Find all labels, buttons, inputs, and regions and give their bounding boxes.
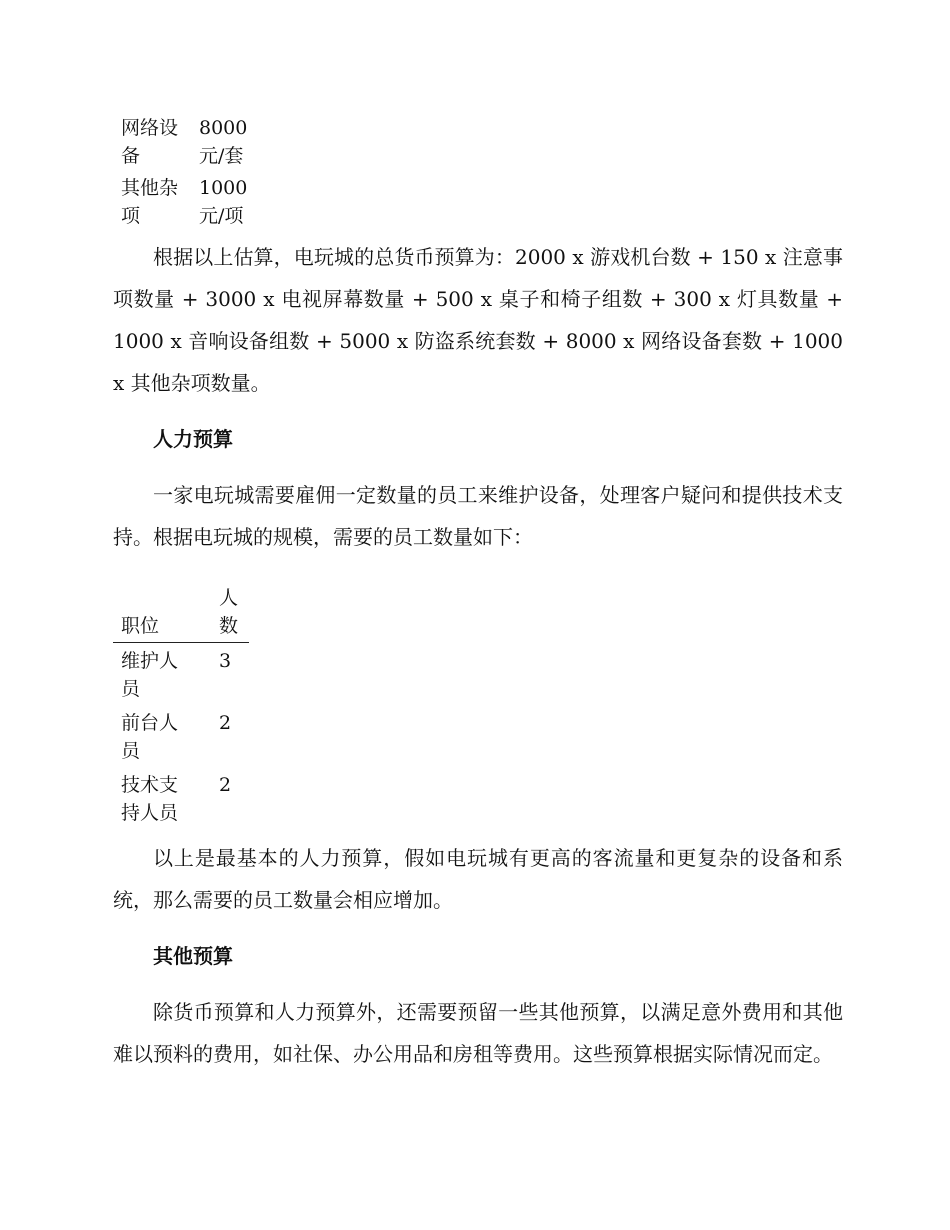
staff-budget-heading: 人力预算 — [153, 427, 233, 451]
equipment-price-cell: 1000元/项 — [199, 177, 248, 227]
position-cell: 维护人员 — [121, 650, 179, 700]
column-header-position: 职位 — [113, 584, 211, 643]
table-row — [113, 705, 249, 767]
count-cell: 3 — [219, 650, 232, 672]
position-cell: 技术支持人员 — [121, 774, 179, 824]
table-row — [113, 643, 249, 706]
equipment-item-cell: 网络设备 — [121, 117, 179, 167]
document-page — [113, 112, 843, 1075]
position-cell: 前台人员 — [121, 712, 179, 762]
equipment-item-cell: 其他杂项 — [121, 177, 179, 227]
staff-note-paragraph: 以上是最基本的人力预算，假如电玩城有更高的客流量和更复杂的设备和系统，那么需要的员工数量会相应增加。 — [113, 846, 843, 912]
money-summary-paragraph: 根据以上估算，电玩城的总货币预算为：2000 x 游戏机台数 + 150 x 注意事项数量 + 3000 x 电视屏幕数量 + 500 x 桌子和椅子组数 + 300 x 灯具数量 + 1000 x 音响设备组数 + 5000 x 防盗系统套数 + 8000 x 网络设备套数 + 1000 x 其他杂项数量。 — [113, 245, 843, 395]
column-header-count: 人数 — [211, 584, 249, 643]
table-row — [113, 767, 249, 829]
equipment-price-cell: 8000元/套 — [199, 117, 248, 167]
staff-intro-paragraph: 一家电玩城需要雇佣一定数量的员工来维护设备，处理客户疑问和提供技术支持。根据电玩城的规模，需要的员工数量如下： — [113, 483, 843, 549]
table-row — [113, 172, 269, 232]
count-cell: 2 — [219, 774, 232, 796]
equipment-cost-table — [113, 112, 269, 232]
count-cell: 2 — [219, 712, 232, 734]
other-budget-heading: 其他预算 — [153, 944, 233, 968]
other-budget-paragraph: 除货币预算和人力预算外，还需要预留一些其他预算，以满足意外费用和其他难以预料的费用，如社保、办公用品和房租等费用。这些预算根据实际情况而定。 — [113, 1000, 843, 1066]
staff-table — [113, 584, 249, 829]
table-row — [113, 112, 269, 172]
table-header-row — [113, 584, 249, 643]
